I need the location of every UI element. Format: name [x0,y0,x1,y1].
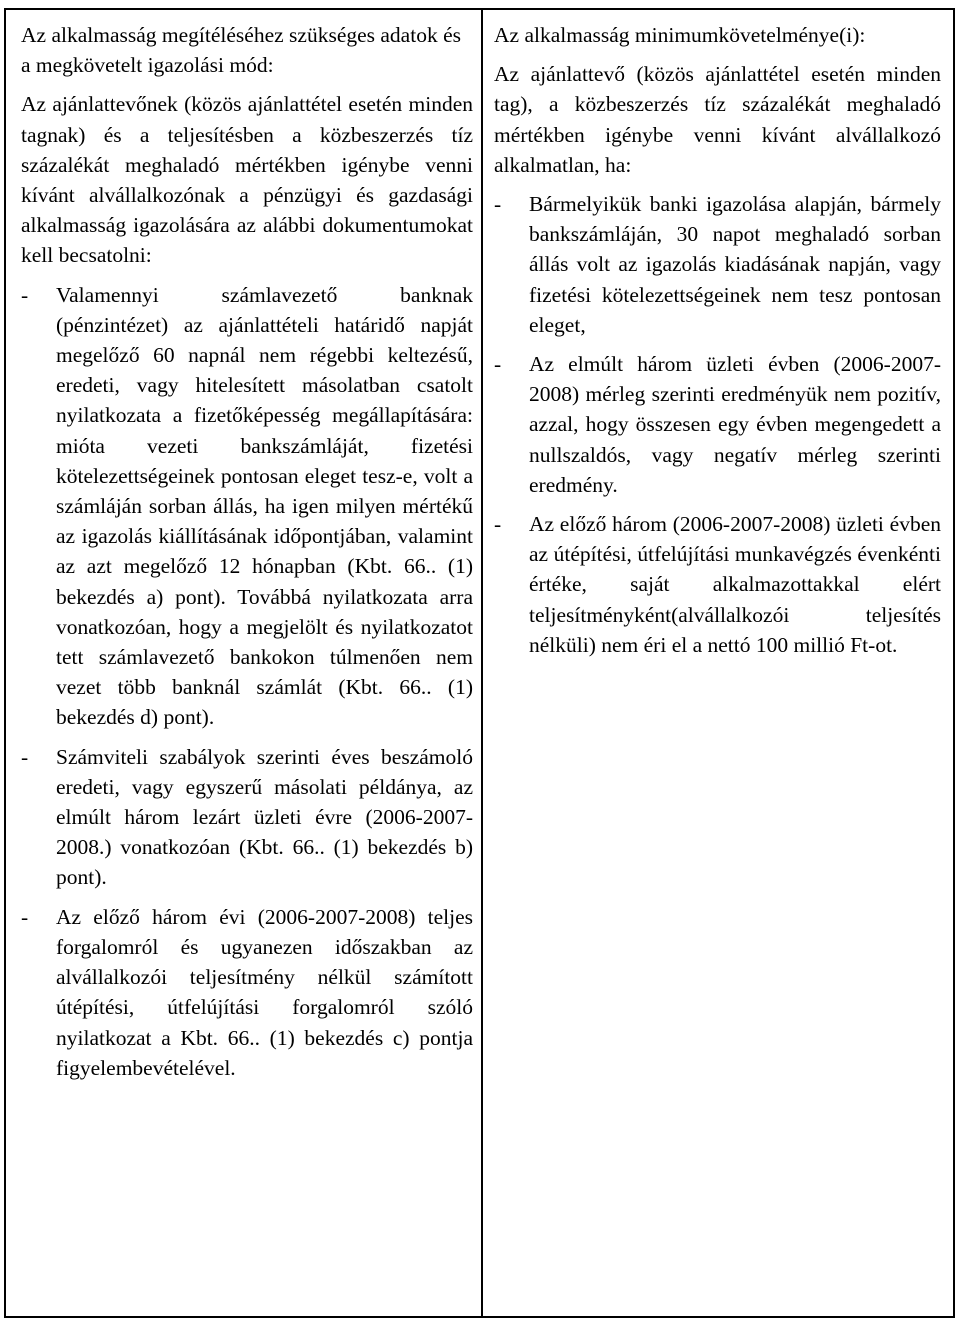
left-column [6,10,483,1316]
right-heading: Az alkalmasság minimumkövetelménye(i): [494,23,866,47]
list-item-text: Valamennyi számlavezető banknak (pénzintézet) az ajánlattételi határidő napját megelőző 60 napnál nem régebbi keltezésű, eredeti, vagy hitelesített másolatban csatolt nyilatkozata a fizetőképesség megállapítására: mióta vezeti bankszámláját, fizetési kötelezettségeinek pontosan eleget tesz-e, volt a számláján sorban állás, ha igen milyen mértékű az igazolás kiállításának időpontjában, valamint az azt megelőző 12 hónapban (Kbt. 66.. (1) bekezdés a) pont). Továbbá nyilatkozata arra vonatkozóan, hogy a megjelölt és nyilatkozatot tett számlavezető bankokon túlmenően nem vezet több banknál számlát (Kbt. 66.. (1) bekezdés d) pont). [56,282,473,730]
right-intro: Az ajánlattevő (közös ajánlattétel esetén minden tag), a közbeszerzés tíz százalékát meghaladó mértékben igénybe venni kívánt alvállalkozó alkalmatlan, ha: [494,62,941,177]
dash-marker: - [494,192,502,217]
requirements-table [4,8,955,1318]
left-list-item [21,742,473,893]
list-item-text: Bármelyikük banki igazolása alapján, bármely bankszámláján, 30 napot meghaladó sorban állás volt az igazolás kiadásának napján, vagy fizetési kötelezettségeinek nem tesz pontosan eleget, [529,192,941,337]
dash-marker: - [21,744,29,769]
list-item-text: Az előző három (2006-2007-2008) üzleti évben az útépítési, útfelújítási munkavégzés évenkénti értéke, saját alkalmazottakkal elért teljesítményként(alvállalkozói teljesítés nélküli) nem éri el a nettó 100 millió Ft-ot. [529,512,941,657]
dash-marker: - [21,282,29,307]
right-list-item [494,509,941,660]
right-list-item [494,189,941,340]
list-item-text: Az elmúlt három üzleti évben (2006-2007-2008) mérleg szerinti eredményük nem pozitív, azzal, hogy összesen egy évben megengedett a nullszaldós, vagy negatív mérleg szerinti eredmény. [529,352,941,497]
right-list-item [494,349,941,500]
dash-marker: - [21,904,29,929]
dash-marker: - [494,512,502,537]
left-heading: Az alkalmasság megítéléséhez szükséges adatok és a megkövetelt igazolási mód: [21,23,461,78]
left-list-item [21,280,473,733]
list-item-text: Számviteli szabályok szerinti éves beszámoló eredeti, vagy egyszerű másolati példánya, az elmúlt három lezárt üzleti évre (2006-2007-2008.) vonatkozóan (Kbt. 66.. (1) bekezdés b) pont). [56,744,473,890]
left-intro: Az ajánlattevőnek (közös ajánlattétel esetén minden tagnak) és a teljesítésben a közbeszerzés tíz százalékát meghaladó mértékben igénybe venni kívánt alvállalkozónak a pénzügyi és gazdasági alkalmasság igazolására az alábbi dokumentumokat kell becsatolni: [21,92,473,268]
left-list-item [21,902,473,1083]
list-item-text: Az előző három évi (2006-2007-2008) teljes forgalomról és ugyanezen időszakban az alvállalkozói teljesítmény nélkül számított útépítési, útfelújítási forgalomról szóló nyilatkozat a Kbt. 66.. (1) bekezdés c) pontja figyelembevételével. [56,904,473,1080]
dash-marker: - [494,352,502,377]
right-column [483,10,953,1316]
